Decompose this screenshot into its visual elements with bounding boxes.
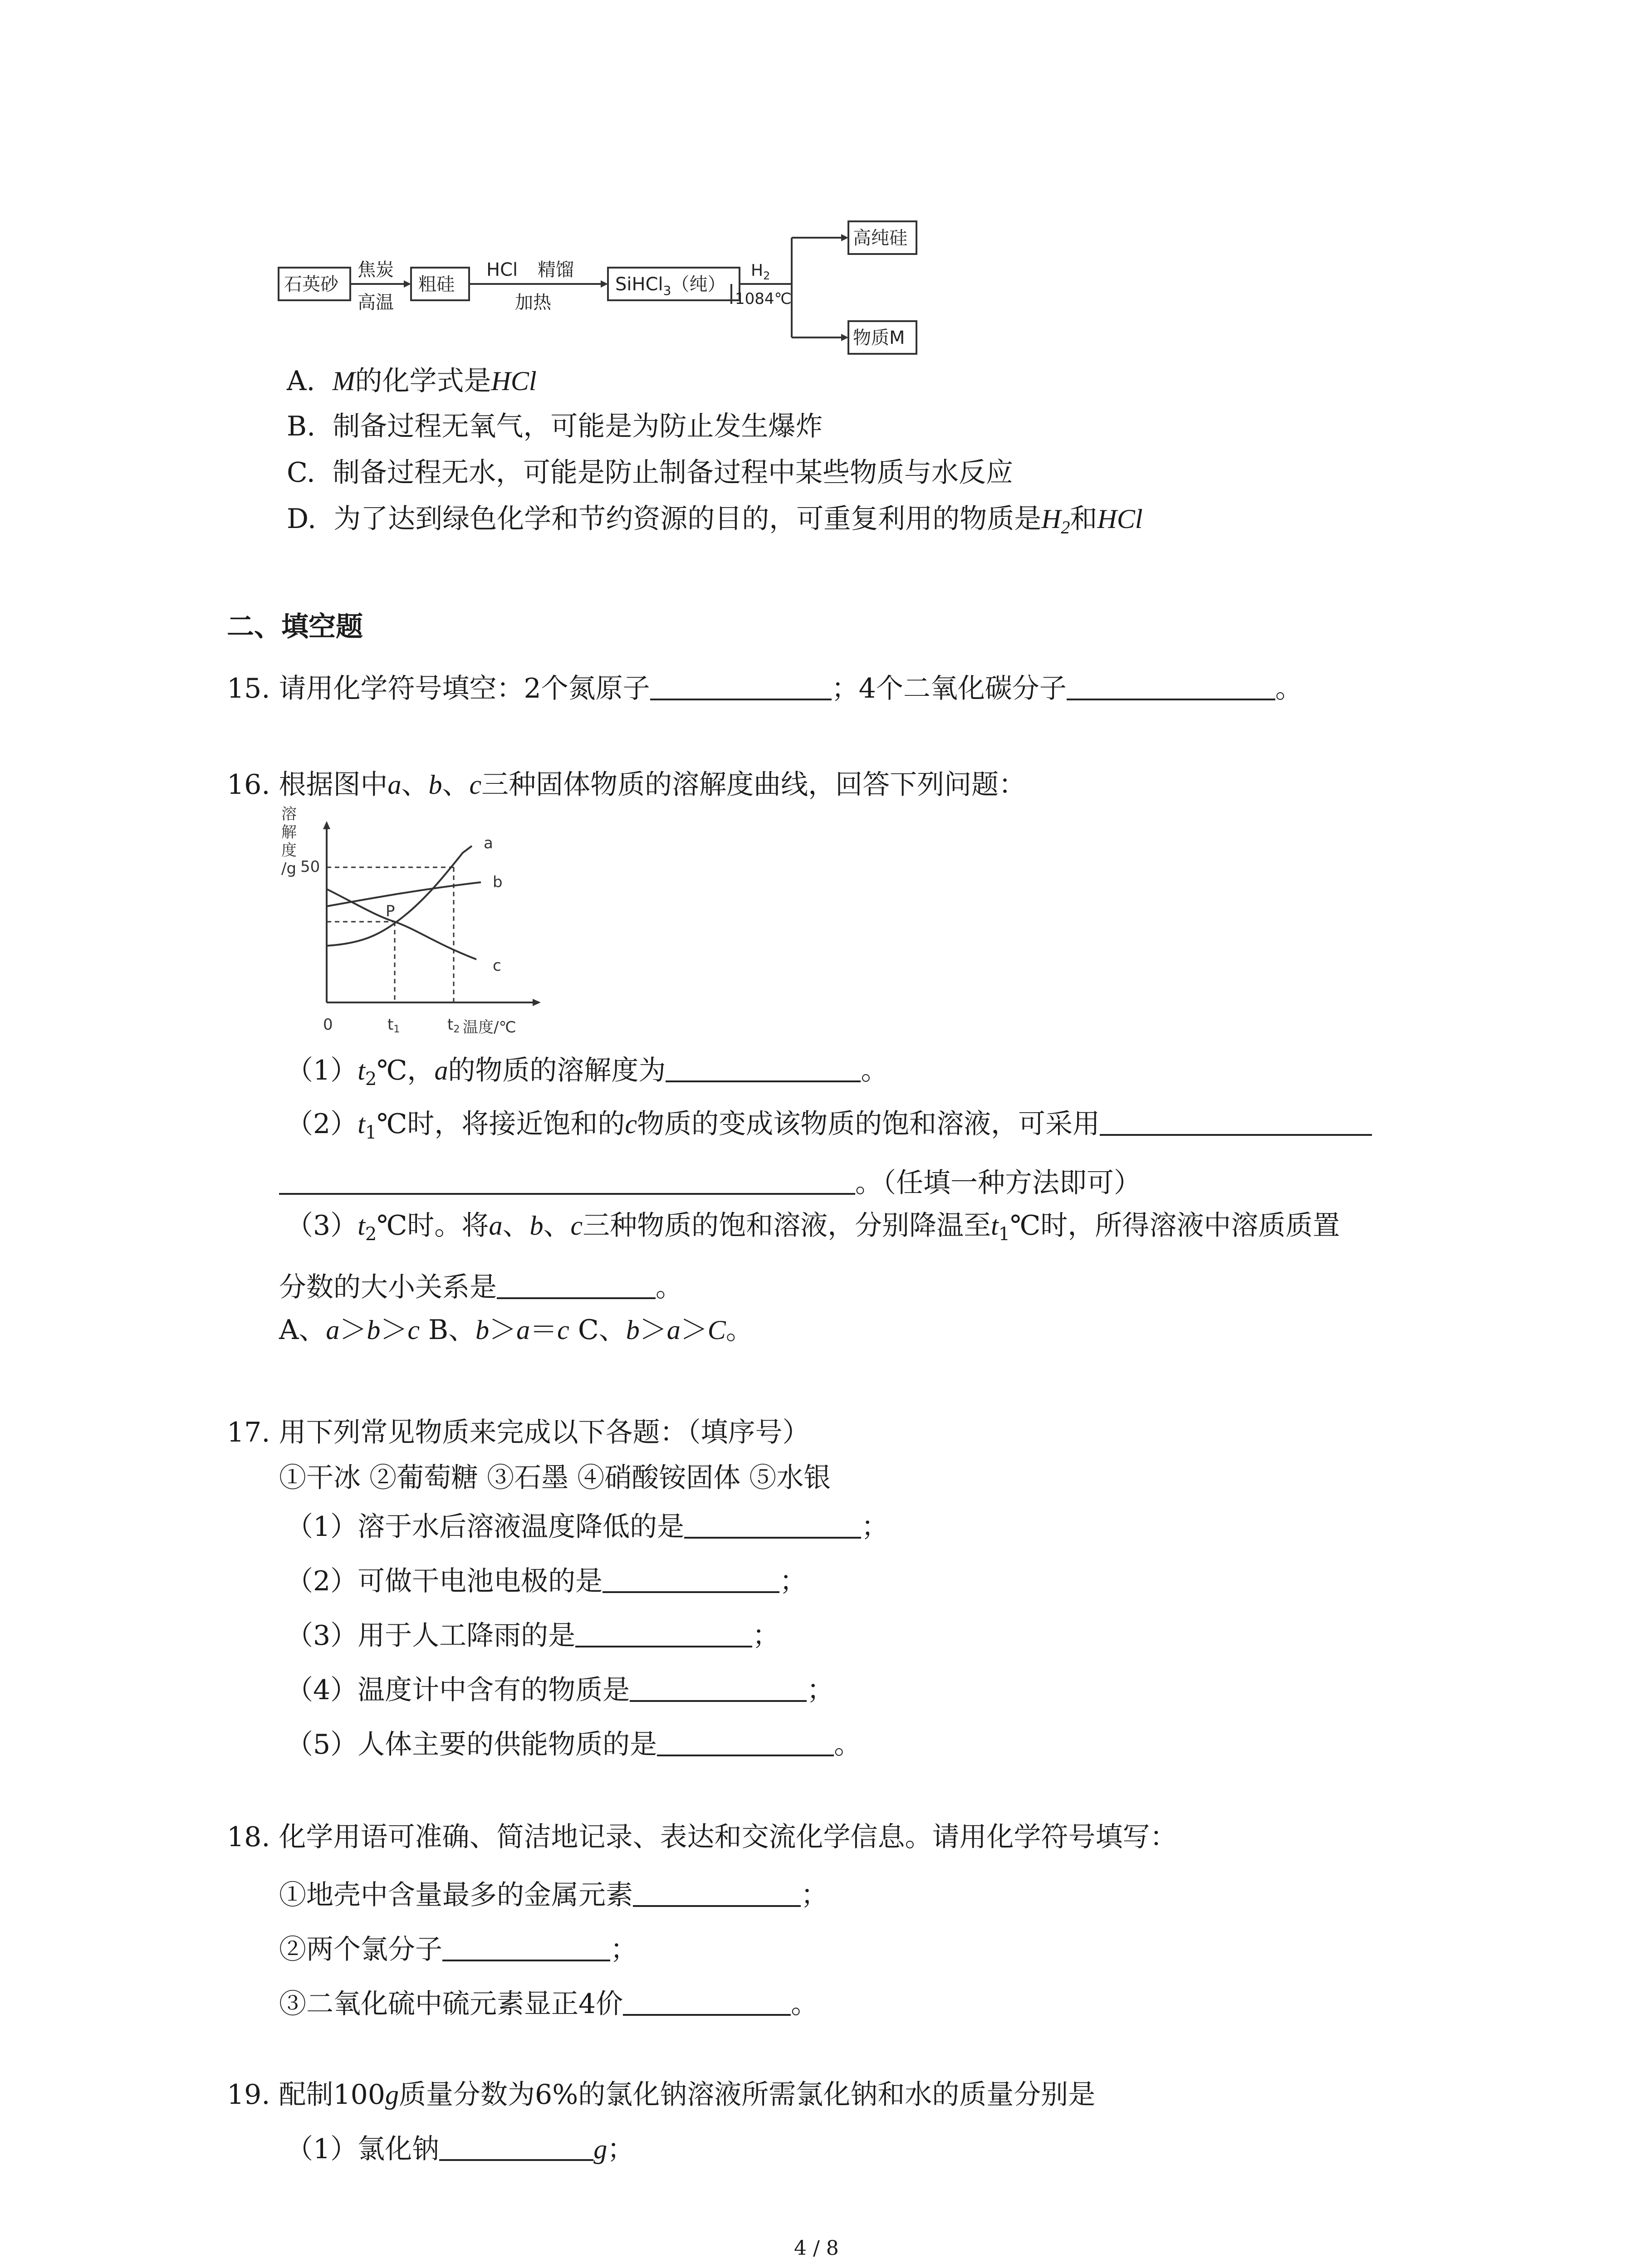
chart-y50-tick: 50	[300, 858, 320, 876]
q17-sub-1: （1）溶于水后溶液温度降低的是 ；	[286, 1510, 888, 1540]
q16-blank-3[interactable]	[497, 1270, 656, 1299]
q14-option-b: B. 制备过程无氧气，可能是为防止发生爆炸	[287, 411, 823, 442]
q18-blank-3[interactable]	[623, 1987, 791, 2016]
chart-xlabel: 温度/℃	[463, 1018, 516, 1036]
flow-distill-label: 精馏	[538, 259, 574, 280]
q19-stem: 19. 配制100g质量分数为6%的氯化钠溶液所需氯化钠和水的质量分别是	[227, 2079, 1096, 2111]
chart-label-b: b	[493, 873, 503, 891]
q18-sub-1: ①地壳中含量最多的金属元素 ；	[279, 1878, 828, 1909]
chart-ylabel-1: 溶	[281, 805, 297, 823]
flow-heat-label: 加热	[515, 292, 551, 313]
q18-blank-2[interactable]	[442, 1932, 610, 1961]
q17-sub-3: （3）用于人工降雨的是 ；	[286, 1618, 779, 1649]
q17-items: ①干冰 ②葡萄糖 ③石墨 ④硝酸铵固体 ⑤水银	[279, 1462, 831, 1494]
q17-sub-4: （4）温度计中含有的物质是 ；	[286, 1673, 834, 1704]
flow-high-pure-si-label: 高纯硅	[853, 228, 907, 249]
chart-label-c: c	[493, 957, 501, 975]
flow-sihcl3-label: SiHCl$_3$（纯）	[615, 274, 726, 298]
q17-blank-3[interactable]	[575, 1618, 752, 1647]
chart-t1-tick: t1	[387, 1016, 400, 1035]
q19-blank-1[interactable]	[439, 2132, 593, 2161]
q16-sub-2-cont: 。（任填一种方法即可）	[279, 1166, 1141, 1197]
q17-stem: 17. 用下列常见物质来完成以下各题：（填序号）	[227, 1417, 810, 1448]
flow-crude-si-label: 粗硅	[418, 274, 455, 295]
q17-sub-2: （2）可做干电池电极的是 ；	[286, 1564, 807, 1595]
q14-option-a: A. M的化学式是HCl	[287, 365, 537, 397]
q17-blank-1[interactable]	[684, 1510, 861, 1539]
q15: 15. 请用化学符号填空：2个氮原子 ；4个二氧化碳分子 。	[227, 671, 1303, 702]
q15-blank-1[interactable]	[650, 671, 832, 700]
flow-quartz-label: 石英砂	[284, 274, 338, 295]
flow-hcl-label: HCl	[486, 259, 518, 280]
q18-stem: 18. 化学用语可准确、简洁地记录、表达和交流化学信息。请用化学符号填写：	[227, 1821, 1177, 1853]
q17-sub-5: （5）人体主要的供能物质的是 。	[286, 1727, 861, 1758]
chart-ylabel-3: 度	[281, 841, 297, 860]
q16-sub-1: $(1)t_2℃$，a的物质的溶解度为 。	[286, 1053, 888, 1088]
curve-c	[327, 889, 476, 959]
q18-sub-3: ③二氧化硫中硫元素显正4价 。	[279, 1987, 818, 2018]
q16-options: A、a＞b＞c B、b＞a＝c C、b＞a＞C。	[279, 1314, 753, 1346]
q18-sub-2: ②两个氯分子 ；	[279, 1932, 637, 1963]
chart-origin: 0	[323, 1016, 333, 1034]
flow-coke-label: 焦炭	[358, 259, 394, 280]
q17-blank-5[interactable]	[657, 1727, 834, 1756]
chart-ylabel-2: 解	[281, 823, 297, 841]
curve-a	[327, 846, 472, 946]
solubility-curve-chart	[272, 803, 563, 1039]
q18-blank-1[interactable]	[633, 1878, 801, 1907]
q14-option-c: C. 制备过程无水，可能是防止制备过程中某些物质与水反应	[287, 457, 1013, 489]
q16-sub-3-line2: 分数的大小关系是 。	[279, 1270, 683, 1301]
flow-high-temp-label: 高温	[358, 292, 394, 313]
q16-sub-2: $(2)t_1℃$时，将接近饱和的c物质的变成该物质的饱和溶液，可采用	[286, 1107, 1372, 1142]
q17-blank-2[interactable]	[603, 1564, 779, 1593]
chart-ylabel-4: /g	[281, 860, 297, 878]
q16-sub-3: $(3)t_2℃$时。将a、b、c三种物质的饱和溶液，分别降温至$t_1℃$时，所得溶液中溶质质置	[286, 1210, 1340, 1245]
q16-blank-2b[interactable]	[279, 1166, 855, 1195]
flow-h2-label: $H_2$	[751, 261, 770, 282]
q14-option-d: D. 为了达到绿色化学和节约资源的目的，可重复利用的物质是$H_2$和HCl	[287, 503, 1143, 538]
q16-stem: 16. 根据图中a、b、c三种固体物质的溶解度曲线，回答下列问题：	[227, 769, 1026, 801]
q16-blank-1[interactable]	[666, 1053, 861, 1082]
page-number: 4 / 8	[794, 2237, 839, 2260]
curve-b	[327, 882, 481, 906]
chart-t2-tick: t2	[447, 1016, 460, 1035]
q16-blank-2a[interactable]	[1100, 1107, 1372, 1136]
section-title: 二、填空题	[227, 611, 363, 643]
flow-temp-label: 1084℃	[735, 290, 792, 308]
flow-substance-m-label: 物质M	[853, 327, 905, 348]
q15-blank-2[interactable]	[1067, 671, 1275, 700]
chart-label-a: a	[484, 834, 493, 852]
silicon-process-flow-diagram	[272, 213, 971, 367]
q19-sub-1: （1）氯化钠 g；	[286, 2132, 634, 2163]
q17-blank-4[interactable]	[630, 1673, 807, 1702]
chart-label-p: P	[386, 902, 395, 920]
